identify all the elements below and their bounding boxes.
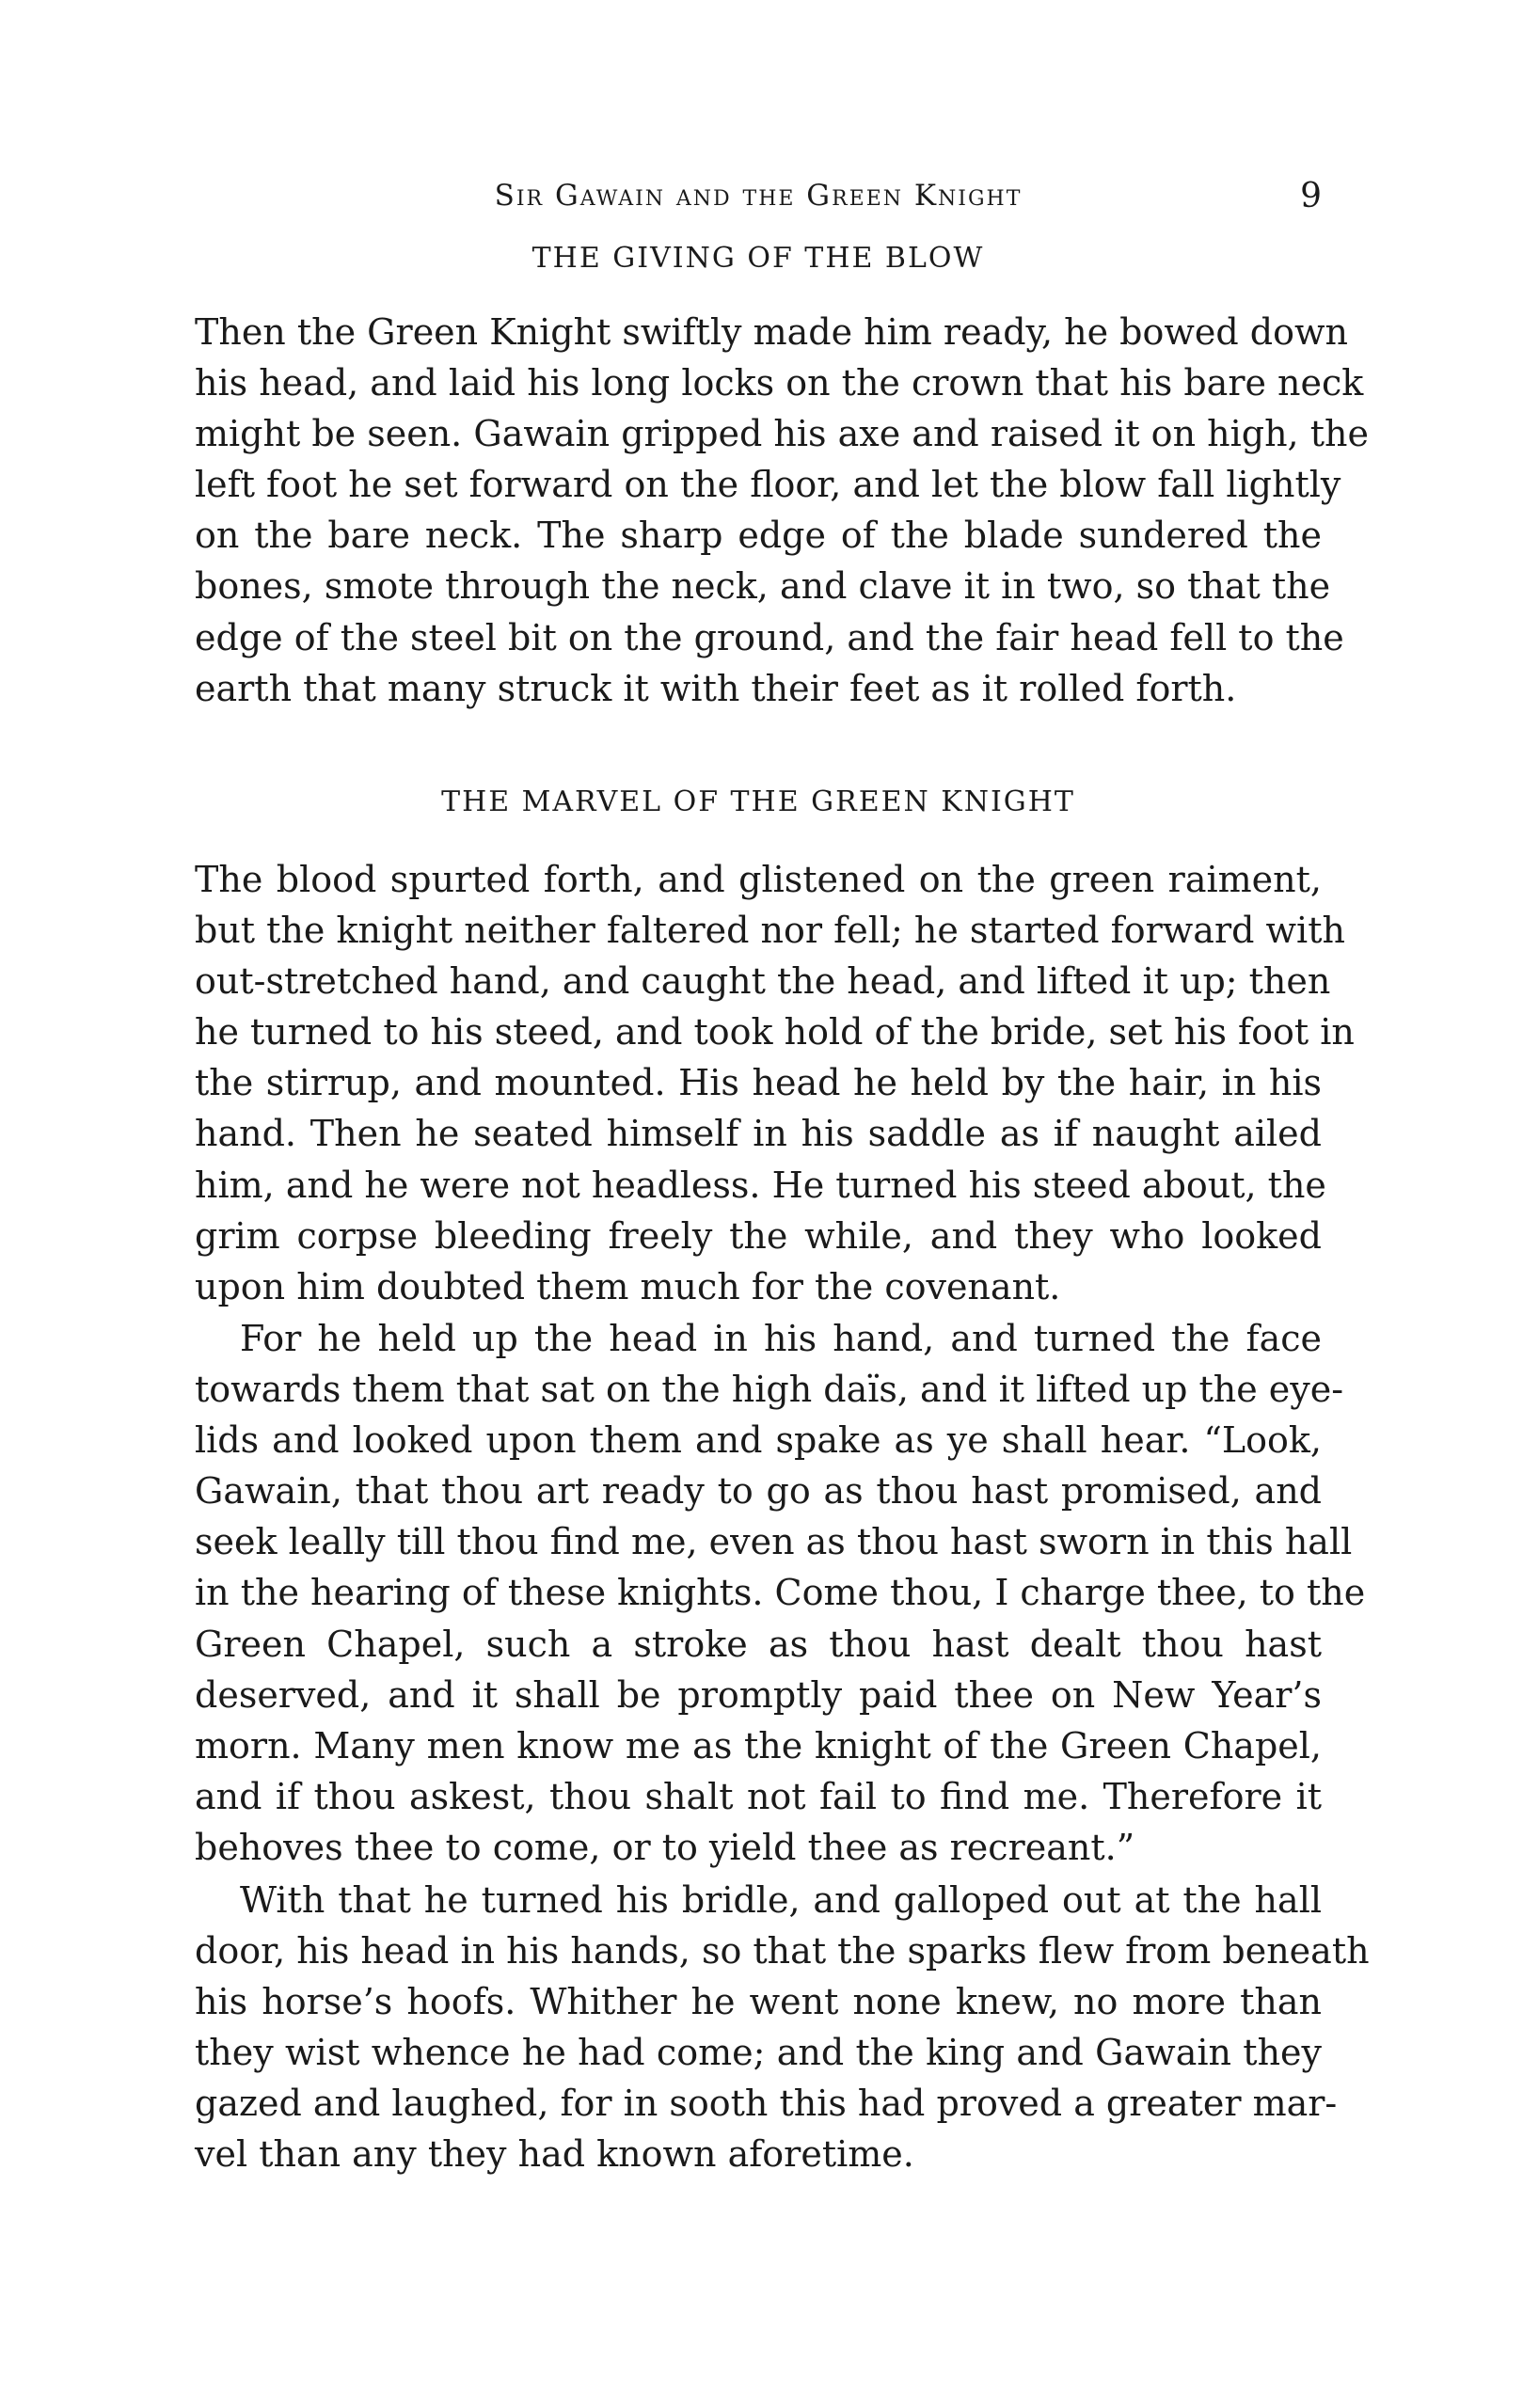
text-line: lids and looked upon them and spake as ye shall hear. “Look, (195, 1419, 1322, 1462)
text-line: he turned to his steed, and took hold of the bride, set his foot in (195, 1011, 1355, 1054)
text-line: in the hearing of these knights. Come thou, I charge thee, to the (195, 1572, 1366, 1614)
text-line: they wist whence he had come; and the king and Gawain they (195, 2032, 1322, 2074)
text-line: Then the Green Knight swiftly made him ready, he bowed down (195, 311, 1349, 353)
text-line: hand. Then he seated himself in his saddle as if naught ailed (195, 1113, 1322, 1155)
text-line: vel than any they had known aforetime. (195, 2133, 914, 2176)
text-line: grim corpse bleeding freely the while, and they who looked (195, 1214, 1322, 1257)
text-line: For he held up the head in his hand, and turned the face (240, 1318, 1322, 1359)
text-line: With that he turned his bridle, and galloped out at the hall (240, 1879, 1322, 1921)
text-line: him, and he were not headless. He turned his steed about, the (195, 1164, 1326, 1206)
text-line: out-stretched hand, and caught the head, and lifted it up; then (195, 960, 1331, 1003)
page-number: 9 (1300, 177, 1322, 215)
running-header (195, 179, 1322, 226)
text-line: Gawain, that thou art ready to go as thou hast promised, and (195, 1470, 1322, 1513)
text-line: and if thou askest, thou shalt not fail to find me. Therefore it (195, 1775, 1322, 1817)
text-line: upon him doubted them much for the covenant. (195, 1265, 1061, 1307)
paragraph-marvel-2 (195, 1313, 1366, 1873)
text-line: on the bare neck. The sharp edge of the blade sundered the (195, 515, 1322, 557)
paragraph-marvel-3 (195, 1875, 1370, 2180)
paragraph-marvel-1 (195, 854, 1355, 1312)
text-line: bones, smote through the neck, and clave it in two, so that the (195, 565, 1331, 608)
text-line: but the knight neither faltered nor fell; he started forward with (195, 910, 1345, 952)
text-line: The blood spurted forth, and glistened on the green raiment, (195, 859, 1322, 900)
text-line: left foot he set forward on the floor, and let the blow fall lightly (195, 464, 1341, 506)
text-line: door, his head in his hands, so that the sparks flew from beneath (195, 1930, 1370, 1972)
text-line: morn. Many men know me as the knight of the Green Chapel, (195, 1724, 1322, 1766)
text-line: Green Chapel, such a stroke as thou hast dealt thou hast (195, 1623, 1322, 1665)
text-line: his horse’s hoofs. Whither he went none knew, no more than (195, 1981, 1322, 2023)
text-line: towards them that sat on the high daïs, and it lifted up the eye- (195, 1369, 1344, 1411)
section-heading-giving-of-the-blow: THE GIVING OF THE BLOW (531, 242, 985, 275)
text-line: might be seen. Gawain gripped his axe and raised it on high, the (195, 413, 1369, 455)
text-line: the stirrup, and mounted. His head he held by the hair, in his (195, 1062, 1322, 1104)
text-line: earth that many struck it with their feet as it rolled forth. (195, 667, 1237, 709)
running-title: Sir Gawain and the Green Knight (494, 179, 1023, 213)
text-line: behoves thee to come, or to yield thee as recreant.” (195, 1826, 1135, 1868)
text-line: deserved, and it shall be promptly paid thee on New Year’s (195, 1673, 1322, 1716)
text-line: edge of the steel bit on the ground, and the fair head fell to the (195, 616, 1344, 658)
text-line: gazed and laughed, for in sooth this had proved a greater mar- (195, 2083, 1338, 2125)
text-line: his head, and laid his long locks on the crown that his bare neck (195, 362, 1364, 404)
text-line: seek leally till thou find me, even as thou hast sworn in this hall (195, 1521, 1353, 1563)
paragraph-giving-of-the-blow (195, 307, 1369, 714)
section-heading-marvel-of-the-green-knight: THE MARVEL OF THE GREEN KNIGHT (441, 785, 1075, 818)
